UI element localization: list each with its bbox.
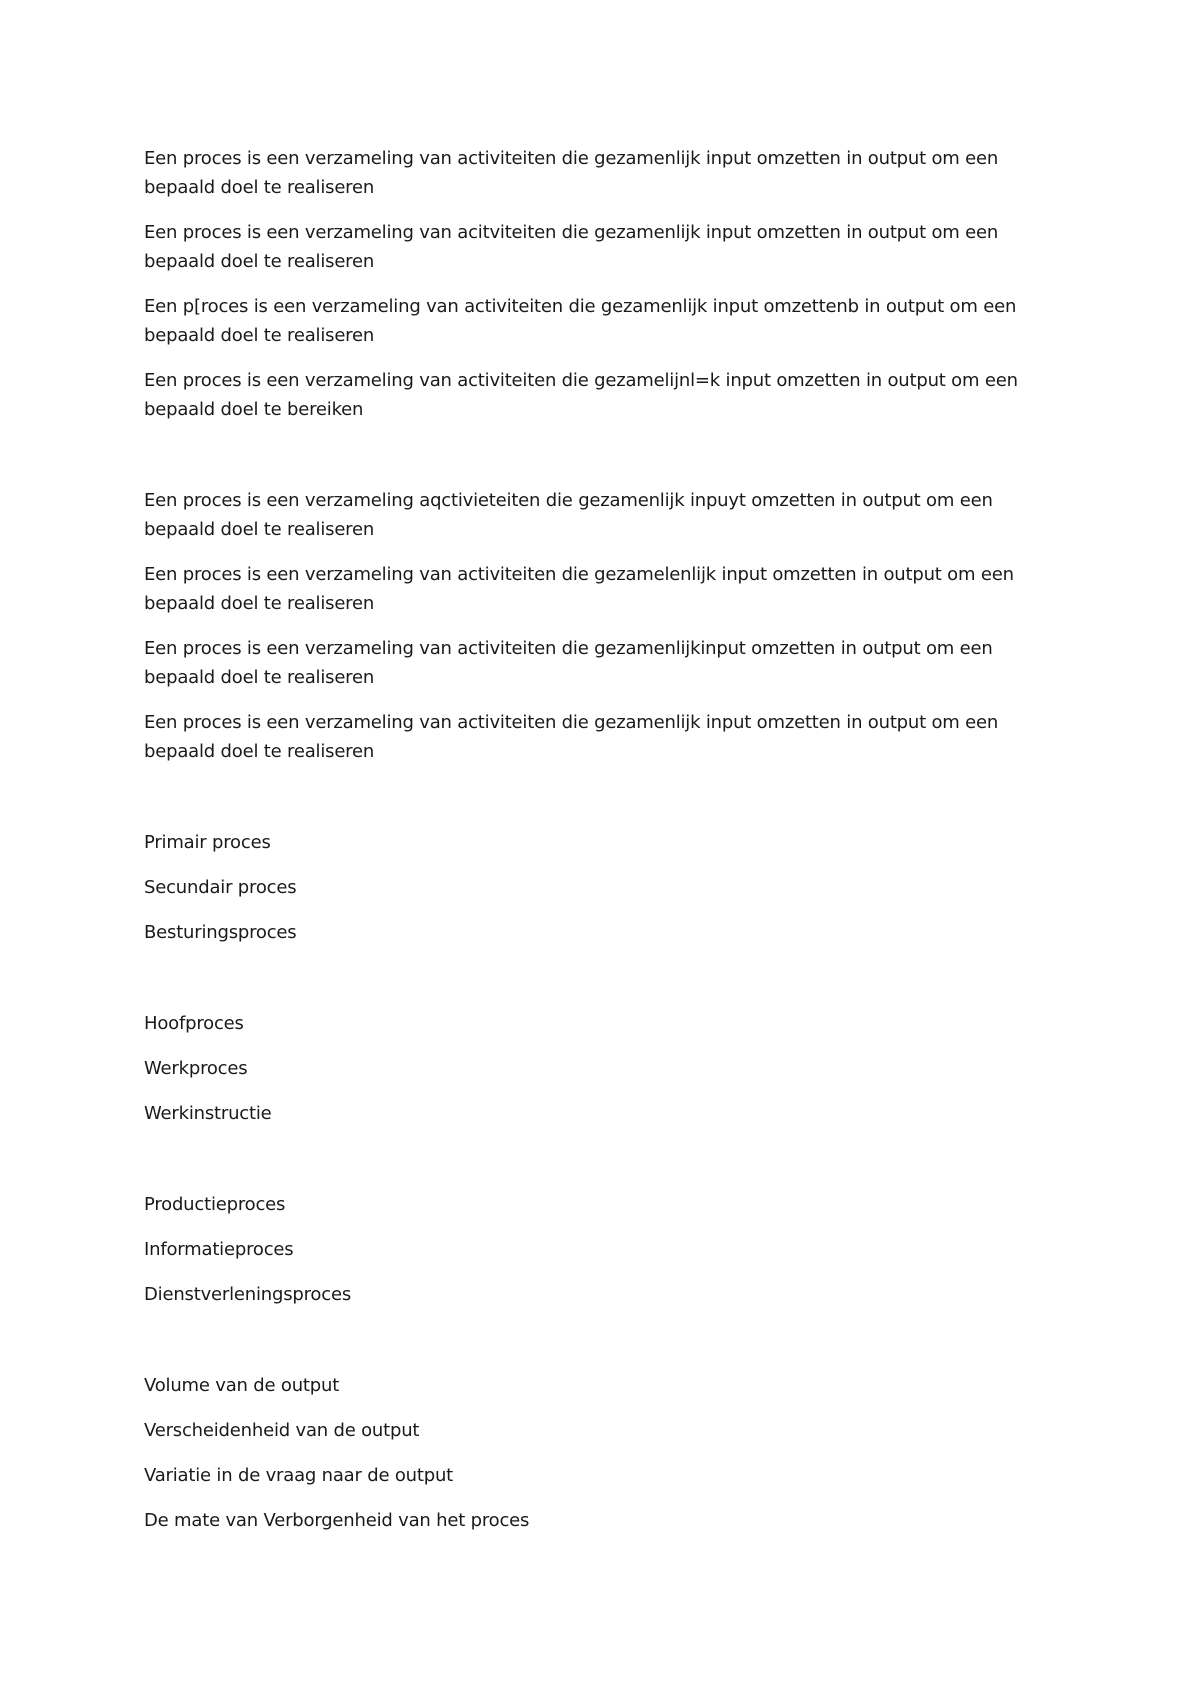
characteristic-item: De mate van Verborgenheid van het proces: [144, 1510, 530, 1531]
definition-paragraph: Een proces is een verzameling van activiteiten die gezamenlijk input omzetten in output om een bepaald doel te realiseren: [144, 712, 999, 762]
definition-paragraph: Een proces is een verzameling van activiteiten die gezamenlijkinput omzetten in output om een bepaald doel te realiseren: [144, 638, 993, 688]
process-level-item: Werkproces: [144, 1058, 248, 1079]
process-type-item: Primair proces: [144, 832, 271, 853]
process-type-item: Besturingsproces: [144, 922, 297, 943]
process-level-item: Werkinstructie: [144, 1103, 272, 1124]
definition-paragraph: Een proces is een verzameling van acitviteiten die gezamenlijk input omzetten in output om een bepaald doel te realiseren: [144, 222, 999, 272]
process-kind-item: Informatieproces: [144, 1239, 294, 1260]
definition-paragraph: Een proces is een verzameling aqctivieteiten die gezamenlijk inpuyt omzetten in output om een bepaald doel te realiseren: [144, 490, 993, 540]
characteristic-item: Variatie in de vraag naar de output: [144, 1465, 454, 1486]
document-body: [144, 144, 1044, 1551]
definition-paragraph: Een p[roces is een verzameling van activiteiten die gezamenlijk input omzettenb in output om een bepaald doel te realiseren: [144, 296, 1017, 346]
characteristic-item: Volume van de output: [144, 1375, 340, 1396]
process-level-item: Hoofproces: [144, 1013, 244, 1034]
definition-paragraph: Een proces is een verzameling van activiteiten die gezamelenlijk input omzetten in output om een bepaald doel te realiseren: [144, 564, 1014, 614]
process-kind-item: Productieproces: [144, 1194, 286, 1215]
process-kind-item: Dienstverleningsproces: [144, 1284, 351, 1305]
process-type-item: Secundair proces: [144, 877, 297, 898]
definition-paragraph: Een proces is een verzameling van activiteiten die gezamenlijk input omzetten in output om een bepaald doel te realiseren: [144, 148, 999, 198]
definition-paragraph: Een proces is een verzameling van activiteiten die gezamelijnl=k input omzetten in output om een bepaald doel te bereiken: [144, 370, 1018, 420]
characteristic-item: Verscheidenheid van de output: [144, 1420, 420, 1441]
